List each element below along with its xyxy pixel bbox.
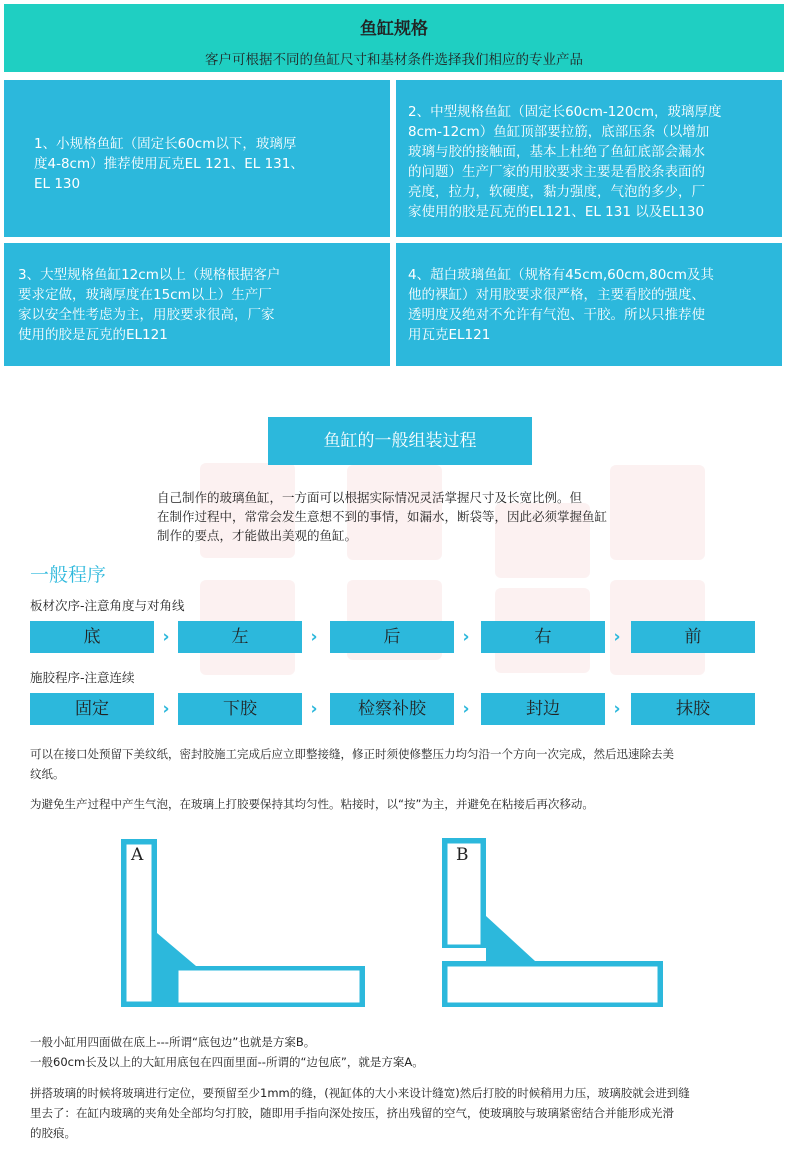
note-line: 拼搭玻璃的时候将玻璃进行定位，要预留至少1mm的缝，(视缸体的大小来设计缝宽)然后打胶的时候稍用力压，玻璃胶就会进到缝 xyxy=(30,1086,690,1100)
spec-line: 家以安全性考虑为主，用胶要求很高，厂家 xyxy=(18,307,275,323)
chevron-right-icon: › xyxy=(613,627,621,647)
note-line: 的胶痕。 xyxy=(30,1126,76,1140)
note-gluing-method xyxy=(30,1083,770,1143)
spec-line: 2、中型规格鱼缸（固定长60cm-120cm，玻璃厚度 xyxy=(408,104,722,120)
chevron-right-icon: › xyxy=(162,699,170,719)
scheme-b-bottom-panel-inner xyxy=(447,966,658,1003)
chevron-right-icon: › xyxy=(462,699,470,719)
glue-step-inspect: 检察补胶 xyxy=(330,693,454,725)
scheme-b-glue-fill xyxy=(486,916,535,961)
board-step-back: 后 xyxy=(330,621,454,653)
glue-step-apply: 下胶 xyxy=(178,693,302,725)
glue-step-smooth: 抹胶 xyxy=(631,693,755,725)
note-bubbles xyxy=(30,794,770,814)
scheme-a-side-panel-inner xyxy=(126,844,152,1002)
glue-step-seal: 封边 xyxy=(481,693,605,725)
note-line: 可以在接口处预留下美纹纸，密封胶施工完成后应立即整接缝，修正时须使修整压力均匀沿一个方向一次完成，然后迅速除去美 xyxy=(30,747,674,761)
spec-box-medium xyxy=(396,80,782,237)
chevron-right-icon: › xyxy=(310,627,318,647)
spec-line: 要求定做，玻璃厚度在15cm以上）生产厂 xyxy=(18,287,272,303)
header-banner xyxy=(4,4,784,72)
scheme-b-label: B xyxy=(456,845,469,865)
glue-order-label: 施胶程序-注意连续 xyxy=(30,670,135,685)
spec-box-small xyxy=(4,80,390,237)
spec-line: 的问题）生产厂家的用胶要求主要是看胶条表面的 xyxy=(408,164,705,180)
note-line: 为避免生产过程中产生气泡，在玻璃上打胶要保持其均匀性。粘接时，以“按”为主，并避免在粘接后再次移动。 xyxy=(30,797,594,811)
note-schemes xyxy=(30,1032,770,1072)
chevron-right-icon: › xyxy=(310,699,318,719)
assembly-title: 鱼缸的一般组装过程 xyxy=(268,417,532,465)
glue-step-fix: 固定 xyxy=(30,693,154,725)
chevron-right-icon: › xyxy=(613,699,621,719)
spec-line: 亮度，拉力，软硬度，黏力强度，气泡的多少，厂 xyxy=(408,184,705,200)
spec-line: 他的裸缸）对用胶要求很严格，主要看胶的强度、 xyxy=(408,287,705,303)
board-step-bottom: 底 xyxy=(30,621,154,653)
spec-line: 玻璃与胶的接触面，基本上杜绝了鱼缸底部会漏水 xyxy=(408,144,705,160)
intro-line: 制作的要点，才能做出美观的鱼缸。 xyxy=(157,528,358,543)
diagram-scheme-a xyxy=(118,836,368,1011)
spec-line: 家使用的胶是瓦克的EL121、EL 131 以及EL130 xyxy=(408,204,705,220)
intro-line: 自己制作的玻璃鱼缸，一方面可以根据实际情况灵活掌握尺寸及长宽比例。但 xyxy=(157,490,583,505)
scheme-a-bottom-panel-inner xyxy=(178,970,360,1003)
diagram-scheme-b xyxy=(440,836,666,1011)
page-title: 鱼缸规格 xyxy=(360,19,428,39)
spec-line: 3、大型规格鱼缸12cm以上（规格根据客户 xyxy=(18,267,281,283)
spec-box-ultra-clear xyxy=(396,243,782,366)
board-step-left: 左 xyxy=(178,621,302,653)
spec-line: 用瓦克EL121 xyxy=(408,327,491,343)
note-line: 里去了：在缸内玻璃的夹角处全部均匀打胶，随即用手指向深处按压，挤出残留的空气，使玻璃胶与玻璃紧密结合并能形成光滑 xyxy=(30,1106,674,1120)
note-line: 一般60cm长及以上的大缸用底包在四面里面--所谓的“边包底”，就是方案A。 xyxy=(30,1055,424,1069)
board-step-right: 右 xyxy=(481,621,605,653)
page-subtitle: 客户可根据不同的鱼缸尺寸和基材条件选择我们相应的专业产品 xyxy=(205,52,583,68)
chevron-right-icon: › xyxy=(162,627,170,647)
note-line: 纹纸。 xyxy=(30,767,65,781)
scheme-a-label: A xyxy=(131,845,144,865)
board-order-label: 板材次序-注意角度与对角线 xyxy=(30,598,185,613)
spec-box-large xyxy=(4,243,390,366)
note-masking-tape xyxy=(30,744,770,784)
spec-line: 透明度及绝对不允许有气泡、干胶。所以只推荐使 xyxy=(408,307,705,323)
board-step-front: 前 xyxy=(631,621,755,653)
spec-line: 1、小规格鱼缸（固定长60cm以下，玻璃厚 xyxy=(34,136,297,152)
assembly-intro xyxy=(157,488,657,545)
spec-line: 使用的胶是瓦克的EL121 xyxy=(18,327,168,343)
intro-line: 在制作过程中，常常会发生意想不到的事情，如漏水，断袋等，因此必须掌握鱼缸 xyxy=(157,509,608,524)
spec-line: 4、超白玻璃鱼缸（规格有45cm,60cm,80cm及其 xyxy=(408,267,714,283)
spec-line: 8cm-12cm）鱼缸顶部要拉筋，底部压条（以增加 xyxy=(408,124,710,140)
note-line: 一般小缸用四面做在底上---所谓“底包边”也就是方案B。 xyxy=(30,1035,316,1049)
general-procedure-title: 一般程序 xyxy=(30,564,107,586)
spec-line: 度4-8cm）推荐使用瓦克EL 121、EL 131、 xyxy=(34,156,304,172)
spec-line: EL 130 xyxy=(34,176,81,192)
chevron-right-icon: › xyxy=(462,627,470,647)
